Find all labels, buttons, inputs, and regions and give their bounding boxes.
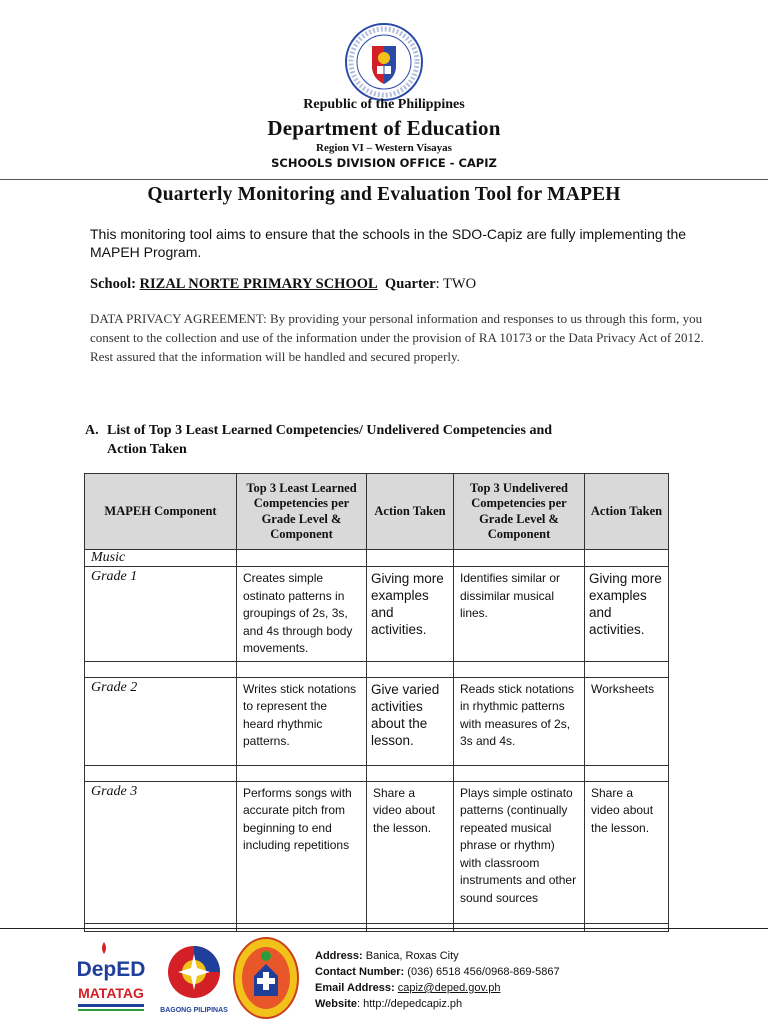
table-row bbox=[85, 567, 669, 662]
column-header: MAPEH Component bbox=[85, 474, 237, 550]
least-learned-cell: Creates simple ostinato patterns in groupings of 2s, 3s, and 4s through body movements. bbox=[237, 567, 367, 662]
table-spacer-row bbox=[85, 661, 669, 677]
table-spacer-row bbox=[85, 923, 669, 931]
sdo-capiz-seal bbox=[232, 936, 300, 1020]
document-title: Quarterly Monitoring and Evaluation Tool for MAPEH bbox=[147, 184, 621, 205]
section-a-heading bbox=[85, 421, 685, 459]
contact-block bbox=[315, 948, 560, 1012]
contact-value: (036) 6518 456/0968-869-5867 bbox=[407, 966, 560, 978]
school-line bbox=[90, 276, 476, 293]
action-taken-cell: Worksheets bbox=[585, 677, 669, 765]
action-taken-cell: Share a video about the lesson. bbox=[585, 781, 669, 923]
deped-logo-text: DepED bbox=[76, 958, 146, 981]
music-label: Music bbox=[85, 550, 237, 567]
column-header: Action Taken bbox=[367, 474, 454, 550]
bagong-pilipinas-logo bbox=[160, 940, 228, 1018]
column-header: Top 3 Least Learned Competencies per Grade Level & Component bbox=[237, 474, 367, 550]
division-line: SCHOOLS DIVISION OFFICE - CAPIZ bbox=[271, 156, 497, 170]
address-value: Banica, Roxas City bbox=[365, 950, 459, 962]
contact-line bbox=[315, 964, 560, 980]
action-taken-cell: Giving more examples and activities. bbox=[585, 567, 669, 662]
website-label: Website bbox=[315, 998, 357, 1010]
table-row bbox=[85, 550, 669, 567]
column-header: Action Taken bbox=[585, 474, 669, 550]
email-label: Email Address: bbox=[315, 982, 395, 994]
email-link[interactable]: capiz@deped.gov.ph bbox=[397, 982, 501, 994]
republic-heading: Republic of the Philippines bbox=[303, 97, 465, 112]
region-line: Region VI – Western Visayas bbox=[316, 142, 452, 154]
section-title-line1: List of Top 3 Least Learned Competencies/ Undelivered Competencies and bbox=[107, 423, 553, 438]
matatag-logo-text: MATATAG bbox=[78, 985, 144, 1001]
table-row bbox=[85, 677, 669, 765]
footer-divider bbox=[0, 928, 768, 929]
address-line bbox=[315, 948, 560, 964]
undelivered-cell: Reads stick notations in rhythmic patterns with measures of 2s, 3s and 4s. bbox=[454, 677, 585, 765]
table-row bbox=[85, 781, 669, 923]
school-name: RIZAL NORTE PRIMARY SCHOOL bbox=[139, 276, 378, 292]
school-label: School: bbox=[90, 276, 136, 292]
action-taken-cell: Share a video about the lesson. bbox=[367, 781, 454, 923]
table-header-row bbox=[85, 474, 669, 550]
undelivered-cell: Plays simple ostinato patterns (continually repeated musical phrase or rhythm) with classroom instruments and other sound sources bbox=[454, 781, 585, 923]
grade-cell: Grade 3 bbox=[85, 781, 237, 923]
address-label: Address: bbox=[315, 950, 363, 962]
quarter-label: Quarter bbox=[384, 276, 436, 292]
grade-cell: Grade 2 bbox=[85, 677, 237, 765]
competencies-table bbox=[84, 473, 669, 932]
section-letter: A. bbox=[85, 423, 99, 438]
deped-seal-icon bbox=[344, 22, 424, 102]
intro-paragraph: This monitoring tool aims to ensure that the schools in the SDO-Capiz are fully implementing the MAPEH Program. bbox=[90, 226, 687, 260]
table-spacer-row bbox=[85, 765, 669, 781]
email-line bbox=[315, 980, 560, 996]
action-taken-cell: Give varied activities about the lesson. bbox=[367, 677, 454, 765]
column-header: Top 3 Undelivered Competencies per Grade Level & Component bbox=[454, 474, 585, 550]
bagong-pilipinas-text: BAGONG PILIPINAS bbox=[160, 1007, 228, 1014]
data-privacy-agreement: DATA PRIVACY AGREEMENT: By providing your personal information and responses to us through this form, you consent to the collection and use of the information under the provision of RA 10173 or the Data Privacy Act of 2012. Rest assured that the information will be handled and secured properly. bbox=[90, 311, 704, 364]
website-line bbox=[315, 996, 560, 1012]
department-title: Department of Education bbox=[267, 116, 501, 140]
quarter-value: : TWO bbox=[435, 276, 477, 292]
grade-cell: Grade 1 bbox=[85, 567, 237, 662]
least-learned-cell: Performs songs with accurate pitch from beginning to end including repetitions bbox=[237, 781, 367, 923]
deped-matatag-logo bbox=[74, 940, 148, 1018]
website-link[interactable]: : http://depedcapiz.ph bbox=[356, 998, 463, 1010]
header-divider bbox=[0, 179, 768, 180]
action-taken-cell: Giving more examples and activities. bbox=[367, 567, 454, 662]
contact-label: Contact Number: bbox=[315, 966, 405, 978]
section-title-line2: Action Taken bbox=[107, 442, 187, 457]
least-learned-cell: Writes stick notations to represent the heard rhythmic patterns. bbox=[237, 677, 367, 765]
undelivered-cell: Identifies similar or dissimilar musical lines. bbox=[454, 567, 585, 662]
